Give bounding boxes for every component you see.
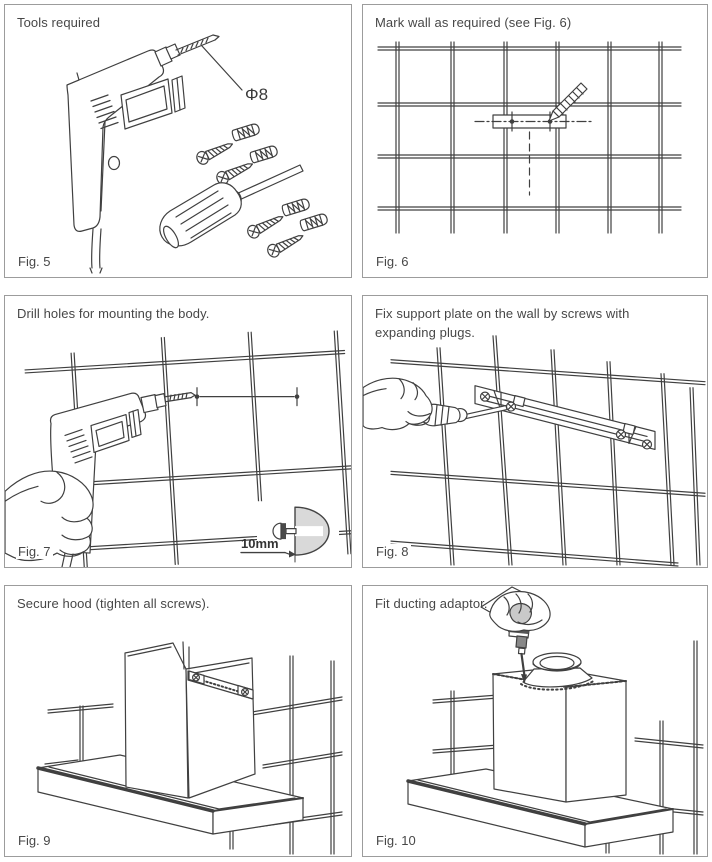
drill-holes-illustration: [5, 296, 351, 567]
secure-hood-illustration: [5, 586, 351, 856]
wall-plug-icon: [299, 213, 328, 231]
panel-title: Mark wall as required (see Fig. 6): [375, 15, 572, 30]
panel-title: Drill holes for mounting the body.: [17, 306, 210, 321]
panel-fig5: [4, 4, 352, 278]
chimney-duct: [125, 642, 255, 798]
figure-label: Fig. 10: [376, 833, 416, 848]
drill-bit: [176, 35, 219, 55]
panel-fig10: [362, 585, 708, 857]
screw-icon: [215, 158, 255, 186]
drill-hole-marks: [195, 388, 300, 406]
panel-title: Fix support plate on the wall by screws with expanding plugs.: [375, 306, 630, 340]
tile-grid: [391, 336, 705, 566]
wall-plug-icon: [249, 145, 278, 163]
panel-title: Tools required: [17, 15, 101, 30]
screw-icon: [195, 138, 235, 166]
drill-bit: [166, 393, 195, 402]
drilling-depth-detail: [241, 501, 339, 563]
power-cord: [90, 229, 102, 273]
panel-fig7: [4, 295, 352, 568]
chimney-duct: [493, 668, 626, 802]
ducting-adaptor: [521, 653, 595, 690]
depth-label: 10mm: [240, 536, 279, 552]
figure-label: Fig. 5: [18, 254, 51, 269]
diameter-callout: [202, 46, 268, 104]
panel-fig9: [4, 585, 352, 857]
panel-fig8: [362, 295, 708, 568]
mark-wall-illustration: [363, 5, 707, 277]
ducting-adaptor-illustration: [363, 586, 707, 856]
drill-diameter-label: Φ8: [245, 85, 269, 104]
tools-required-illustration: [5, 5, 351, 277]
panel-title: Secure hood (tighten all screws).: [17, 596, 210, 611]
hand-illustration: [363, 378, 432, 429]
figure-label: Fig. 6: [376, 254, 409, 269]
figure-label: Fig. 9: [18, 833, 51, 848]
wall-plug-icon: [281, 198, 310, 216]
panel-fig6: [362, 4, 708, 278]
wall-plug-icon: [231, 123, 260, 141]
screw-icon: [266, 230, 306, 259]
pencil-icon: [549, 83, 587, 121]
panel-title: Fit ducting adaptor.: [375, 596, 488, 611]
screw-icon: [246, 211, 286, 240]
figure-label: Fig. 8: [376, 544, 409, 559]
figure-label: Fig. 7: [18, 544, 51, 559]
marking-template: [475, 112, 593, 195]
